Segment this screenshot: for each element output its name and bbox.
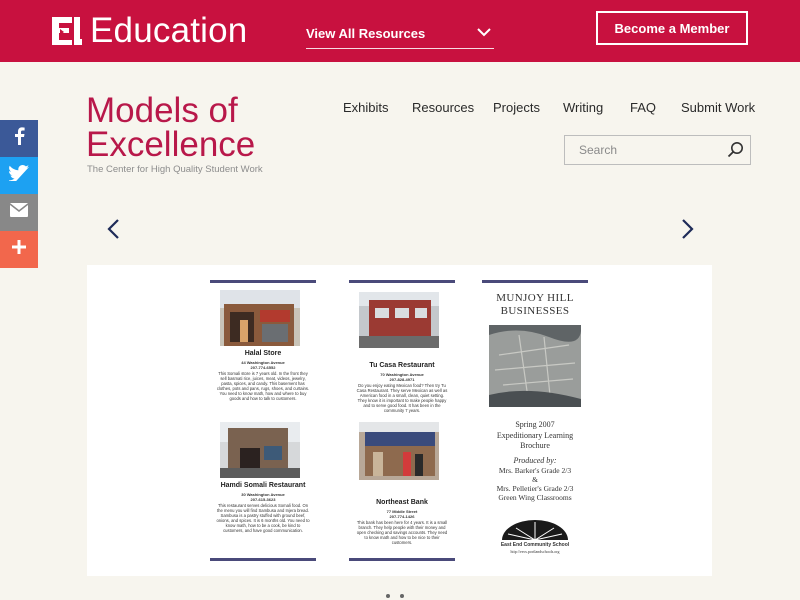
plus-icon — [12, 240, 26, 259]
search-box — [564, 135, 751, 165]
panel-bottom-rule — [349, 558, 455, 561]
chevron-left-icon — [103, 229, 125, 246]
cover-school-name: East End Community School — [500, 542, 570, 548]
facebook-icon — [11, 127, 27, 150]
business-description: This restaurant serves delicious Somali food. On the menu you will find Sambusa and Injera bread. Sambusa is a pastry stuffed with ground beef, onions, and spices. It is 6 months old. You need to know math, how to be a cook, be kind to customers, and have good communication. — [216, 503, 310, 533]
carousel-next-button[interactable] — [676, 216, 698, 242]
el-education-logo[interactable] — [50, 13, 247, 49]
nav-item-projects[interactable]: Projects — [493, 100, 540, 115]
carousel-dot[interactable] — [386, 594, 390, 598]
panel-top-rule — [349, 280, 455, 283]
cover-program-line2: Brochure — [520, 441, 550, 450]
business-title: Hamdi Somali Restaurant — [220, 482, 306, 489]
brochure-panel-1 — [210, 280, 316, 561]
business-address: 77 Middle Street — [386, 509, 418, 514]
brand-title-line2: Excellence — [86, 125, 256, 164]
view-all-resources-dropdown[interactable] — [306, 22, 494, 49]
carousel-prev-button[interactable] — [103, 216, 125, 242]
facebook-share-button[interactable] — [0, 120, 38, 157]
cover-class2b: Green Wing Classrooms — [498, 493, 572, 502]
cover-class2a: Mrs. Pelletier's Grade 2/3 — [496, 484, 574, 493]
carousel-pagination — [384, 590, 424, 600]
chevron-right-icon — [676, 229, 698, 246]
hamdi-restaurant-photo — [220, 422, 300, 478]
models-of-excellence-brand[interactable] — [86, 91, 263, 175]
business-phone: 207-828-4971 — [389, 377, 415, 382]
business-address: 30 Washington Avenue — [241, 492, 285, 497]
business-address: 70 Washington Avenue — [380, 372, 424, 377]
brand-text: Education — [90, 11, 248, 50]
carousel-dot[interactable] — [400, 594, 404, 598]
nav-item-exhibits[interactable]: Exhibits — [343, 100, 389, 115]
el-logo-icon — [50, 15, 82, 47]
business-phone: 207-774-1426 — [389, 514, 415, 519]
business-description: This Somali store is 7 years old. In the front they sell basmati rice, juices, meat, videos, jewelry, pasta, spices, and candy. This basement has clothes, pots and pans, rugs, shoes, and curtains. You need to know math, how and where to buy goods and how to talk to customers. — [216, 371, 310, 401]
search-input[interactable] — [565, 136, 741, 164]
northeast-bank-photo — [359, 422, 439, 480]
brand-subtitle: The Center for High Quality Student Work — [87, 164, 263, 175]
cover-class1: Mrs. Barker's Grade 2/3 — [498, 466, 572, 475]
nav-item-submit-work[interactable]: Submit Work — [681, 100, 756, 115]
search-icon[interactable] — [727, 141, 744, 163]
carousel-slide-image — [87, 265, 712, 576]
cover-program-line1: Expeditionary Learning — [496, 431, 574, 440]
top-bar — [0, 0, 800, 62]
business-phone: 207-774-6552 — [250, 365, 276, 370]
nav-item-resources[interactable]: Resources — [412, 100, 475, 115]
business-title: Tu Casa Restaurant — [369, 362, 435, 369]
business-description: This bank has been here for 4 years. It is a small branch. They help people with their money and open checking and savings accounts. They need to know math and how to be nice to their customers. — [356, 520, 448, 545]
business-title: Halal Store — [244, 350, 282, 357]
nav-item-faq[interactable]: FAQ — [630, 100, 657, 115]
tu-casa-photo — [359, 292, 439, 348]
business-title: Northeast Bank — [376, 499, 428, 506]
cover-title — [482, 292, 588, 318]
cover-season: Spring 2007 — [515, 420, 555, 429]
cover-school-url: http://eecs.portlandschools.org — [510, 549, 560, 554]
twitter-icon — [9, 165, 29, 186]
cover-ampersand: & — [532, 475, 538, 484]
panel-bottom-rule — [210, 558, 316, 561]
more-share-button[interactable] — [0, 231, 38, 268]
email-icon — [10, 203, 28, 222]
brand-title-line1: Models of — [86, 91, 238, 130]
nav-item-writing[interactable]: Writing — [563, 100, 604, 115]
social-share-bar — [0, 120, 38, 268]
email-share-button[interactable] — [0, 194, 38, 231]
twitter-share-button[interactable] — [0, 157, 38, 194]
aerial-map-image — [489, 325, 581, 407]
panel-top-rule — [482, 280, 588, 283]
cover-title-line1: MUNJOY HILL — [496, 292, 574, 304]
chevron-down-icon — [476, 24, 492, 43]
business-description: Do you enjoy eating Mexican food? Then try Tu Casa Restaurant. They serve Mexican as well as American food in a small, clean, quiet setting. They know it is important to make people happy and to serve good food. It has been in the community 7 years. — [356, 383, 448, 413]
halal-store-photo — [220, 290, 300, 346]
cover-produced-by: Produced by: — [513, 456, 557, 465]
business-address: 44 Washington Avenue — [241, 360, 285, 365]
panel-top-rule — [210, 280, 316, 283]
become-member-button[interactable]: Become a Member — [596, 11, 748, 45]
view-all-label: View All Resources — [306, 26, 426, 41]
business-phone: 207-615-3623 — [250, 497, 276, 502]
brochure-cover-panel — [482, 280, 588, 561]
cover-title-line2: BUSINESSES — [500, 305, 570, 317]
brochure-panel-2 — [349, 280, 455, 561]
